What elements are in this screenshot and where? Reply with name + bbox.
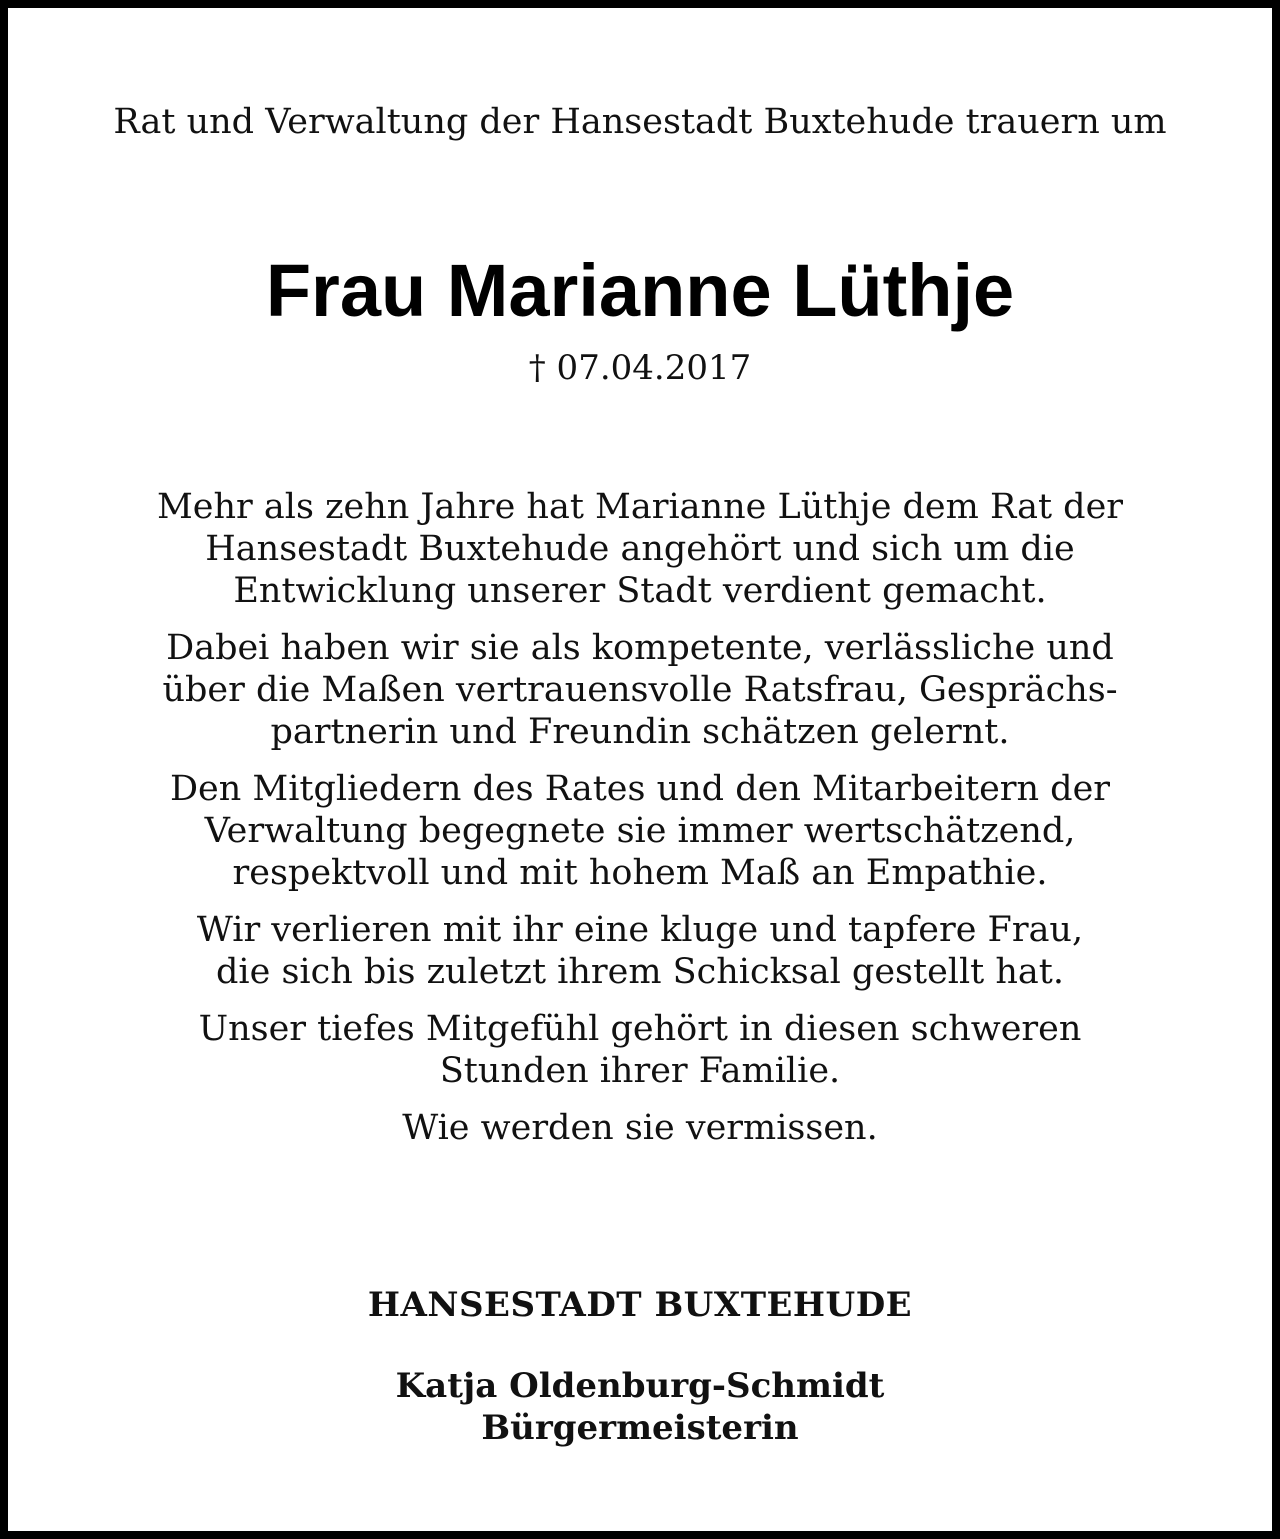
intro-line: Rat und Verwaltung der Hansestadt Buxtehude trauern um bbox=[113, 102, 1167, 142]
text-line: partnerin und Freundin schätzen gelernt. bbox=[270, 712, 1010, 752]
text-line: Den Mitgliedern des Rates und den Mitarbeitern der bbox=[169, 769, 1111, 809]
text-line: Hansestadt Buxtehude angehört und sich um die bbox=[205, 529, 1075, 569]
text-line: Wie werden sie vermissen. bbox=[402, 1108, 878, 1148]
text-line: über die Maßen vertrauensvolle Ratsfrau, Gesprächs- bbox=[162, 670, 1118, 710]
signature-block bbox=[8, 1365, 1272, 1449]
organization-name: HANSESTADT BUXTEHUDE bbox=[367, 1285, 913, 1325]
signer-title: Bürgermeisterin bbox=[481, 1408, 799, 1448]
text-line: Wir verlieren mit ihr eine kluge und tapfere Frau, bbox=[196, 910, 1084, 950]
paragraph-4 bbox=[48, 909, 1232, 993]
text-line: Mehr als zehn Jahre hat Marianne Lüthje dem Rat der bbox=[156, 487, 1124, 527]
text-line: die sich bis zuletzt ihrem Schicksal gestellt hat. bbox=[216, 952, 1064, 992]
paragraph-5 bbox=[48, 1008, 1232, 1092]
text-line: Entwicklung unserer Stadt verdient gemacht. bbox=[233, 571, 1047, 611]
deceased-name: Frau Marianne Lüthje bbox=[265, 249, 1015, 332]
text-line: Unser tiefes Mitgefühl gehört in diesen schweren bbox=[198, 1009, 1082, 1049]
text-line: Stunden ihrer Familie. bbox=[439, 1051, 841, 1091]
signer-name: Katja Oldenburg-Schmidt bbox=[395, 1366, 885, 1406]
text-line: Dabei haben wir sie als kompetente, verlässliche und bbox=[166, 628, 1114, 668]
tribute-text bbox=[48, 486, 1232, 1164]
paragraph-2 bbox=[48, 627, 1232, 753]
paragraph-6 bbox=[48, 1107, 1232, 1149]
text-line: respektvoll und mit hohem Maß an Empathie. bbox=[232, 853, 1048, 893]
death-date: † 07.04.2017 bbox=[528, 348, 752, 388]
text-line: Verwaltung begegnete sie immer wertschätzend, bbox=[204, 811, 1076, 851]
paragraph-3 bbox=[48, 768, 1232, 894]
paragraph-1 bbox=[48, 486, 1232, 612]
